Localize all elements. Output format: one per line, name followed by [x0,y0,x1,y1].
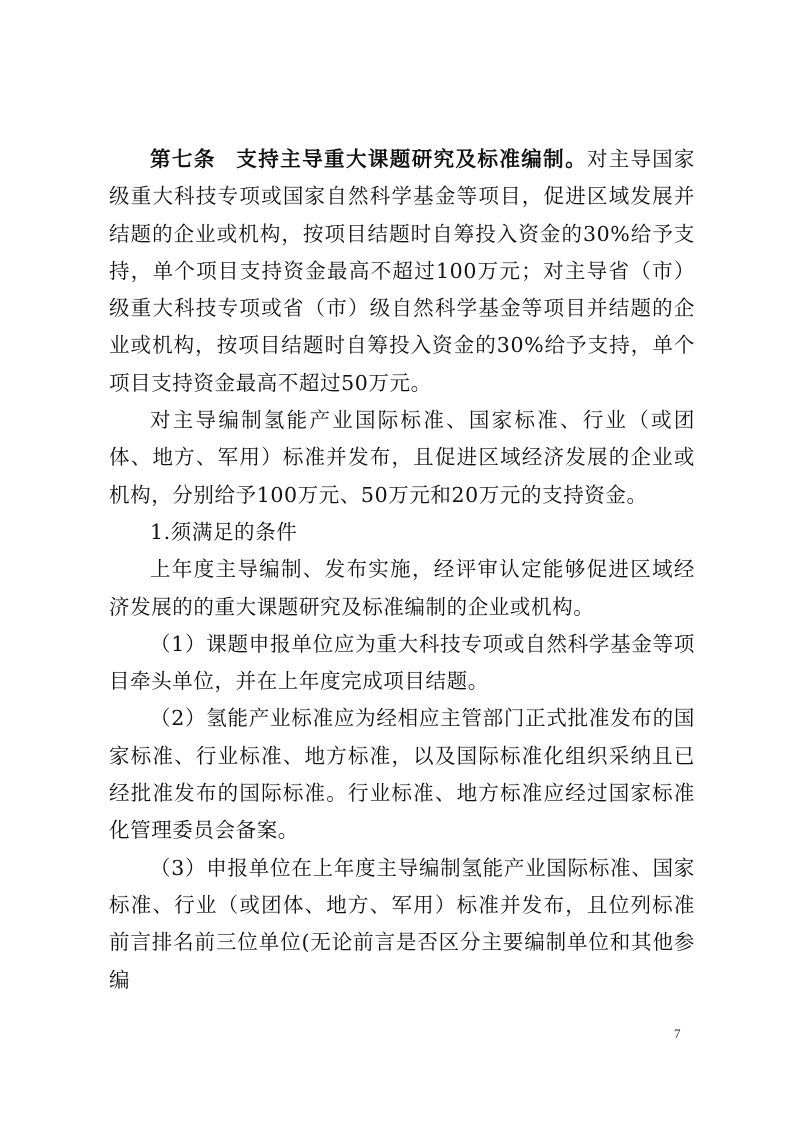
condition-item: （1）课题申报单位应为重大科技专项或自然科学基金等项目牵头单位，并在上年度完成项目结题。 [109,631,695,694]
conditions-intro: 上年度主导编制、发布实施，经评审认定能够促进区域经济发展的的重大课题研究及标准编制的企业或机构。 [109,557,695,619]
condition-item: （3）申报单位在上年度主导编制氢能产业国际标准、国家标准、行业（或团体、地方、军用）标准并发布，且位列标准前言排名前三位单位(无论前言是否区分主要编制单位和其他参编 [109,855,695,992]
standards-paragraph: 对主导编制氢能产业国际标准、国家标准、行业（或团体、地方、军用）标准并发布，且促进区域经济发展的企业或机构，分别给予100万元、50万元和20万元的支持资金。 [109,408,695,507]
condition-item: （2）氢能产业标准应为经相应主管部门正式批准发布的国家标准、行业标准、地方标准，以及国际标准化组织采纳且已经批准发布的国际标准。行业标准、地方标准应经过国家标准化管理委员会备案。 [109,706,695,843]
article-paragraph [109,141,695,402]
article-paragraph-text: 对主导国家级重大科技专项或国家自然科学基金等项目，促进区域发展并结题的企业或机构，按项目结题时自筹投入资金的30%给予支持，单个项目支持资金最高不超过100万元；对主导省（市）级重大科技专项或省（市）级自然科学基金等项目并结题的企业或机构，按项目结题时自筹投入资金的30%给予支持，单个项目支持资金最高不超过50万元。 [109,147,695,395]
article-number: 第七条 [150,147,216,171]
page-number: 7 [674,1026,681,1041]
article-title: 支持主导重大课题研究及标准编制。 [235,147,588,171]
section-heading-conditions: 1.须满足的条件 [150,519,298,544]
body-text [109,141,695,999]
